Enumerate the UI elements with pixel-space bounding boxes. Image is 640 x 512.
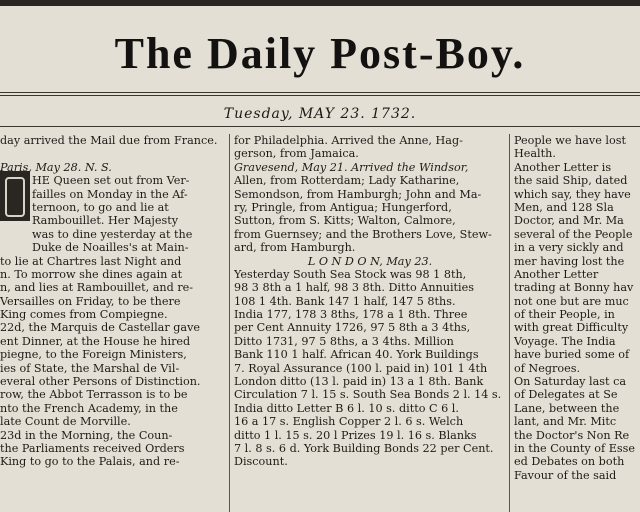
dateline: Tuesday, MAY 23. 1732. <box>223 106 417 122</box>
column-middle <box>234 134 506 469</box>
text-line: not one but are muc <box>514 294 629 308</box>
text-line: King comes from Compiegne. <box>0 308 168 322</box>
text-line: Sutton, from S. Kitts; Walton, Calmore, <box>234 214 456 228</box>
text-line: People we have lost <box>514 134 626 147</box>
text-line: in a very sickly and <box>514 241 624 255</box>
text-line: day arrived the Mail due from France. <box>0 134 218 147</box>
text-line: mer having lost the <box>514 254 625 268</box>
column-divider <box>229 134 230 512</box>
text-line: India ditto Letter B 6 l. 10 s. ditto C 6 l. <box>234 401 459 415</box>
text-line: Discount. <box>234 455 288 469</box>
text-line: late Count de Morville. <box>0 415 131 429</box>
text-line: HE Queen set out from Ver- <box>32 174 190 188</box>
text-line: have buried some of <box>514 348 630 362</box>
text-line: row, the Abbot Terrasson is to be <box>0 388 188 402</box>
text-line <box>0 147 226 160</box>
text-line: ternoon, to go and lie at <box>32 200 169 214</box>
text-line: Allen, from Rotterdam; Lady Katharine, <box>234 174 460 188</box>
text-line: Circulation 7 l. 15 s. South Sea Bonds 2 l. 14 s. <box>234 388 502 402</box>
text-line: for Philadelphia. Arrived the Anne, Hag- <box>234 134 463 147</box>
text-line: Men, and 128 Sla <box>514 200 614 214</box>
text-line: everal other Persons of Distinction. <box>0 375 201 389</box>
text-line: 16 a 17 s. English Copper 2 l. 6 s. Welch <box>234 415 464 429</box>
masthead-title: The Daily Post-Boy. <box>114 29 526 78</box>
text-line: ditto 1 l. 15 s. 20 l Prizes 19 l. 16 s. Blanks <box>234 428 477 442</box>
text-line: Paris, May 28. N. S. <box>0 160 112 174</box>
text-line: Semondson, from Hamburgh; John and Ma- <box>234 187 482 201</box>
text-line: Favour of the said <box>514 468 617 482</box>
text-line: of Delegates at Se <box>514 388 618 402</box>
text-line: of their People, in <box>514 308 615 322</box>
newspaper-page <box>0 6 640 512</box>
text-line: Yesterday South Sea Stock was 98 1 8th, <box>234 267 467 281</box>
text-line: the Parliaments received Orders <box>0 441 185 455</box>
text-line: 108 1 4th. Bank 147 1 half, 147 5 8ths. <box>234 294 456 308</box>
text-line: ent Dinner, at the House he hired <box>0 334 191 348</box>
text-line: trading at Bonny hav <box>514 281 634 295</box>
text-line: London ditto (13 l. paid in) 13 a 1 8th. Bank <box>234 375 484 389</box>
masthead-rule-2 <box>0 95 640 96</box>
text-line: the Doctor's Non Re <box>514 428 630 442</box>
text-line: 7. Royal Assurance (100 l. paid in) 101 1 4th <box>234 361 488 375</box>
text-line: gerson, from Jamaica. <box>234 147 359 161</box>
text-line: Voyage. The India <box>514 334 616 348</box>
text-line: Lane, between the <box>514 401 620 415</box>
text-line: Duke de Noailles's at Main- <box>32 241 189 255</box>
text-line: piegne, to the Foreign Ministers, <box>0 348 187 362</box>
text-line: L O N D O N, May 23. <box>307 254 433 268</box>
text-line: of Negroes. <box>514 361 581 375</box>
text-line: Another Letter is <box>514 160 612 174</box>
text-line: Another Letter <box>514 267 599 281</box>
text-line: with great Difficulty <box>514 321 629 335</box>
text-line: Doctor, and Mr. Ma <box>514 214 624 228</box>
text-line: which say, they have <box>514 187 631 201</box>
text-line: ed Debates on both <box>514 455 625 469</box>
text-line: Bank 110 1 half. African 40. York Buildings <box>234 348 479 362</box>
text-line: to lie at Chartres last Night and <box>0 254 182 268</box>
text-line: Health. <box>514 147 556 161</box>
text-line: 7 l. 8 s. 6 d. York Building Bonds 22 per Cent. <box>234 441 494 455</box>
text-line: 22d, the Marquis de Castellar gave <box>0 321 201 335</box>
text-line: Gravesend, May 21. Arrived the Windsor, <box>234 160 469 174</box>
column-divider <box>509 134 510 512</box>
text-line: 98 3 8th a 1 half, 98 3 8th. Ditto Annuities <box>234 281 474 295</box>
text-line: was to dine yesterday at the <box>32 227 193 241</box>
column-left <box>0 134 226 469</box>
text-line: King to go to the Palais, and re- <box>0 455 180 469</box>
text-line: India 177, 178 3 8ths, 178 a 1 8th. Three <box>234 308 468 322</box>
text-line: failles on Monday in the Af- <box>32 187 188 201</box>
text-line: per Cent Annuity 1726, 97 5 8th a 3 4ths, <box>234 321 471 335</box>
text-line: nto the French Academy, in the <box>0 401 178 415</box>
text-line: ard, from Hamburgh. <box>234 241 356 255</box>
text-line: Rambouillet. Her Majesty <box>32 214 179 228</box>
text-line: lant, and Mr. Mitc <box>514 415 617 429</box>
text-line: the said Ship, dated <box>514 174 628 188</box>
text-line: in the County of Esse <box>514 441 635 455</box>
text-line: ry, Pringle, from Antigua; Hungerford, <box>234 200 452 214</box>
text-line: On Saturday last ca <box>514 375 627 389</box>
text-line: 23d in the Morning, the Coun- <box>0 428 173 442</box>
masthead-rule <box>0 92 640 93</box>
dateline-rule <box>0 126 640 127</box>
text-line: from Guernsey; and the Brothers Love, Stew- <box>234 227 492 241</box>
text-line: n. To morrow she dines again at <box>0 267 183 281</box>
text-line: n, and lies at Rambouillet, and re- <box>0 281 194 295</box>
text-line: ies of State, the Marshal de Vil- <box>0 361 180 375</box>
text-line: Ditto 1731, 97 5 8ths, a 3 4ths. Million <box>234 334 454 348</box>
text-line: several of the People <box>514 227 633 241</box>
column-right <box>514 134 640 482</box>
text-line: Versailles on Friday, to be there <box>0 294 181 308</box>
